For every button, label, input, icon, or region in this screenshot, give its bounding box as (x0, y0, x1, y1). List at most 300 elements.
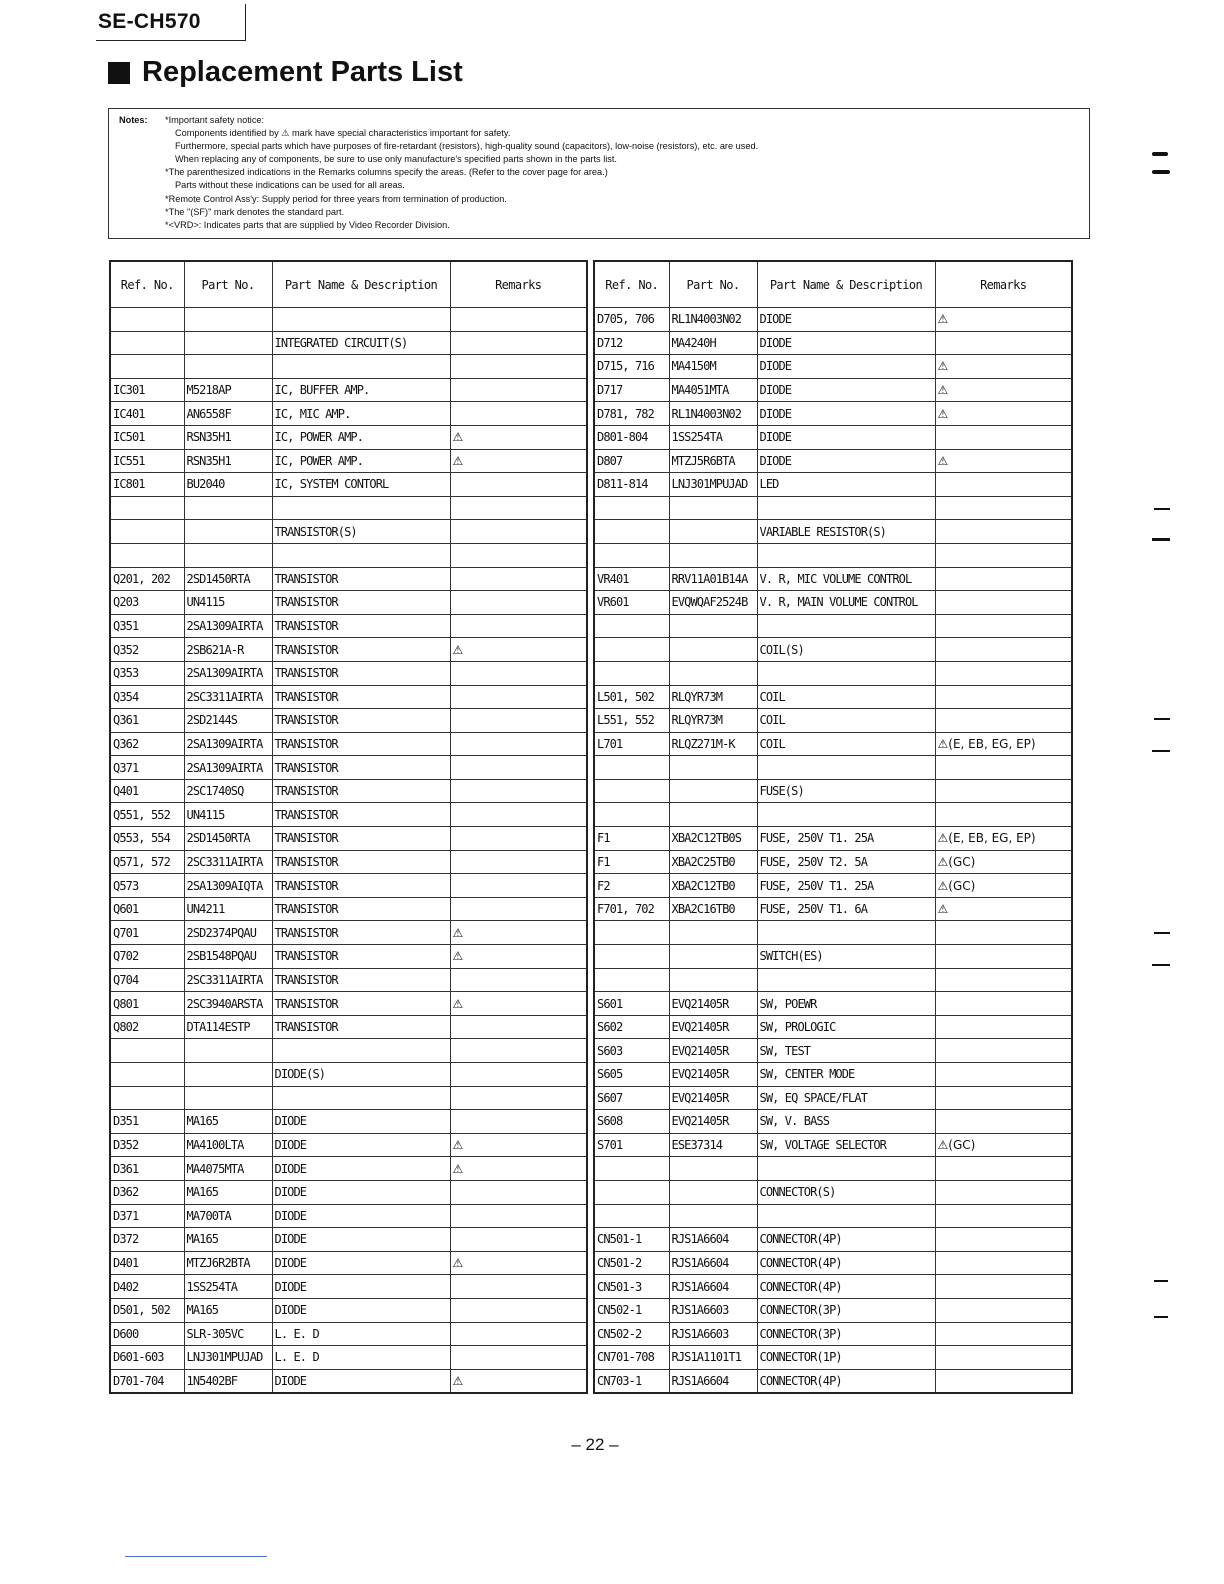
ref-no-cell: S607 (594, 1086, 669, 1110)
table-row (594, 591, 1072, 615)
table-row (594, 331, 1072, 355)
note-line: *Important safety notice: (165, 115, 265, 125)
part-no-cell (669, 756, 757, 780)
description-cell (757, 756, 935, 780)
part-no-cell: RJS1A6603 (669, 1298, 757, 1322)
table-row (594, 1228, 1072, 1252)
registration-mark (1152, 170, 1170, 174)
ref-no-cell: CN703-1 (594, 1369, 669, 1393)
table-row (594, 1015, 1072, 1039)
description-cell (757, 496, 935, 520)
part-no-cell (669, 638, 757, 662)
part-no-cell (669, 968, 757, 992)
part-no-cell: XBA2C25TB0 (669, 850, 757, 874)
part-no-cell: 2SD1450RTA (184, 827, 272, 851)
part-no-cell (669, 496, 757, 520)
ref-no-cell: L501, 502 (594, 685, 669, 709)
square-bullet-icon (108, 62, 130, 84)
registration-mark (1154, 1316, 1168, 1318)
table-row (594, 874, 1072, 898)
part-no-cell: M5218AP (184, 378, 272, 402)
ref-no-cell (594, 1157, 669, 1181)
table-row (594, 968, 1072, 992)
table-row (110, 402, 587, 426)
table-row (594, 543, 1072, 567)
part-no-cell (184, 1086, 272, 1110)
description-cell: CONNECTOR(1P) (757, 1346, 935, 1370)
part-no-cell: 2SC3311AIRTA (184, 850, 272, 874)
remarks-cell (935, 685, 1072, 709)
ref-no-cell: D601-603 (110, 1346, 184, 1370)
remarks-cell (935, 496, 1072, 520)
table-row (110, 1110, 587, 1134)
remarks-cell (450, 968, 587, 992)
part-no-cell: 1SS254TA (184, 1275, 272, 1299)
model-divider (245, 4, 246, 41)
ref-no-cell (110, 331, 184, 355)
description-cell: TRANSISTOR (272, 567, 450, 591)
remarks-cell (450, 1346, 587, 1370)
registration-mark (1152, 152, 1168, 156)
remarks-cell: ⚠ (450, 945, 587, 969)
remarks-cell: ⚠ (450, 921, 587, 945)
description-cell (757, 1204, 935, 1228)
ref-no-cell: D811-814 (594, 473, 669, 497)
part-no-cell: BU2040 (184, 473, 272, 497)
ref-no-cell (110, 520, 184, 544)
description-cell: DIODE (272, 1204, 450, 1228)
part-no-cell: RLQYR73M (669, 685, 757, 709)
description-cell: DIODE (757, 355, 935, 379)
remarks-cell (935, 543, 1072, 567)
ref-no-cell: Q551, 552 (110, 803, 184, 827)
description-cell: TRANSISTOR (272, 968, 450, 992)
table-row (110, 1086, 587, 1110)
table-row (594, 1346, 1072, 1370)
description-cell: TRANSISTOR(S) (272, 520, 450, 544)
description-cell: DIODE (272, 1298, 450, 1322)
ref-no-cell: F701, 702 (594, 897, 669, 921)
remarks-cell: ⚠(GC) (935, 874, 1072, 898)
table-row (594, 803, 1072, 827)
ref-no-cell: D807 (594, 449, 669, 473)
ref-no-cell: Q801 (110, 992, 184, 1016)
remarks-cell: ⚠(GC) (935, 1133, 1072, 1157)
remarks-cell (450, 473, 587, 497)
ref-no-cell: D712 (594, 331, 669, 355)
table-row (110, 685, 587, 709)
part-no-cell: EVQ21405R (669, 1086, 757, 1110)
table-row (594, 850, 1072, 874)
ref-no-cell: S605 (594, 1063, 669, 1087)
remarks-cell (935, 1204, 1072, 1228)
part-no-cell: MTZJ5R6BTA (669, 449, 757, 473)
part-no-cell: EVQ21405R (669, 992, 757, 1016)
remarks-cell (450, 685, 587, 709)
part-no-cell: LNJ301MPUJAD (669, 473, 757, 497)
part-no-cell: UN4115 (184, 591, 272, 615)
description-cell: TRANSISTOR (272, 661, 450, 685)
remarks-cell (450, 567, 587, 591)
remarks-cell (935, 968, 1072, 992)
description-cell: DIODE (757, 402, 935, 426)
table-row (110, 496, 587, 520)
part-no-cell (669, 520, 757, 544)
description-cell (272, 308, 450, 332)
description-cell: COIL (757, 685, 935, 709)
remarks-cell: ⚠(GC) (935, 850, 1072, 874)
description-cell: FUSE, 250V T1. 25A (757, 827, 935, 851)
table-row (594, 897, 1072, 921)
part-no-cell (669, 803, 757, 827)
table-row (110, 1039, 587, 1063)
table-row (594, 1063, 1072, 1087)
ref-no-cell: Q362 (110, 732, 184, 756)
ref-no-cell: CN501-3 (594, 1275, 669, 1299)
remarks-cell (450, 378, 587, 402)
description-cell: SW, TEST (757, 1039, 935, 1063)
part-no-cell: MA165 (184, 1180, 272, 1204)
registration-mark (1154, 1280, 1168, 1282)
remarks-cell (450, 732, 587, 756)
col-header-remarks: Remarks (935, 261, 1072, 308)
ref-no-cell: D600 (110, 1322, 184, 1346)
description-cell: TRANSISTOR (272, 709, 450, 733)
ref-no-cell: D717 (594, 378, 669, 402)
part-no-cell: RJS1A6604 (669, 1369, 757, 1393)
part-no-cell (669, 945, 757, 969)
remarks-cell: ⚠ (450, 449, 587, 473)
col-header-ref: Ref. No. (110, 261, 184, 308)
table-row (110, 1251, 587, 1275)
description-cell: TRANSISTOR (272, 732, 450, 756)
ref-no-cell: D715, 716 (594, 355, 669, 379)
part-no-cell (184, 331, 272, 355)
ref-no-cell (594, 638, 669, 662)
remarks-cell (450, 827, 587, 851)
description-cell: TRANSISTOR (272, 1015, 450, 1039)
table-row (594, 638, 1072, 662)
table-row (110, 1346, 587, 1370)
remarks-cell (935, 803, 1072, 827)
ref-no-cell: F2 (594, 874, 669, 898)
ref-no-cell: S601 (594, 992, 669, 1016)
part-no-cell (669, 661, 757, 685)
remarks-cell (935, 1322, 1072, 1346)
description-cell: TRANSISTOR (272, 827, 450, 851)
ref-no-cell: S701 (594, 1133, 669, 1157)
table-row (594, 1275, 1072, 1299)
table-row (110, 732, 587, 756)
remarks-cell (450, 331, 587, 355)
description-cell (272, 496, 450, 520)
description-cell (757, 803, 935, 827)
remarks-cell (935, 1086, 1072, 1110)
description-cell: TRANSISTOR (272, 945, 450, 969)
ref-no-cell: S603 (594, 1039, 669, 1063)
description-cell: DIODE (272, 1275, 450, 1299)
ref-no-cell (594, 543, 669, 567)
part-no-cell: 2SA1309AIRTA (184, 661, 272, 685)
remarks-cell: ⚠ (450, 1157, 587, 1181)
footer-rule (125, 1556, 267, 1557)
table-row (594, 661, 1072, 685)
description-cell: FUSE, 250V T1. 6A (757, 897, 935, 921)
ref-no-cell (594, 1180, 669, 1204)
part-no-cell (669, 543, 757, 567)
part-no-cell: 1N5402BF (184, 1369, 272, 1393)
table-row (594, 732, 1072, 756)
ref-no-cell: S608 (594, 1110, 669, 1134)
description-cell: DIODE (272, 1157, 450, 1181)
part-no-cell: 2SB1548PQAU (184, 945, 272, 969)
description-cell (272, 1039, 450, 1063)
part-no-cell: XBA2C12TB0 (669, 874, 757, 898)
part-no-cell: 2SA1309AIRTA (184, 614, 272, 638)
table-row (594, 1251, 1072, 1275)
table-row (110, 1133, 587, 1157)
remarks-cell (450, 1180, 587, 1204)
ref-no-cell: Q401 (110, 779, 184, 803)
description-cell: DIODE (272, 1228, 450, 1252)
remarks-cell (935, 1228, 1072, 1252)
description-cell: DIODE (757, 449, 935, 473)
description-cell: TRANSISTOR (272, 591, 450, 615)
description-cell: SW, POEWR (757, 992, 935, 1016)
ref-no-cell (594, 803, 669, 827)
ref-no-cell: IC301 (110, 378, 184, 402)
ref-no-cell: CN502-2 (594, 1322, 669, 1346)
description-cell: LED (757, 473, 935, 497)
remarks-cell (450, 308, 587, 332)
ref-no-cell (594, 945, 669, 969)
part-no-cell (669, 921, 757, 945)
note-line: *The parenthesized indications in the Remarks columns specify the areas. (Refer to the cover page for area.) (165, 167, 608, 178)
description-cell: COIL (757, 732, 935, 756)
registration-mark (1154, 932, 1170, 934)
ref-no-cell (110, 1039, 184, 1063)
remarks-cell (935, 1015, 1072, 1039)
ref-no-cell: Q201, 202 (110, 567, 184, 591)
table-row (594, 1110, 1072, 1134)
remarks-cell (450, 897, 587, 921)
remarks-cell: ⚠ (450, 1133, 587, 1157)
note-line: Furthermore, special parts which have purposes of fire-retardant (resistors), high-quality sound (capacitors), low-noise (resistors), etc. are used. (175, 141, 759, 152)
description-cell: CONNECTOR(3P) (757, 1322, 935, 1346)
remarks-cell: ⚠ (935, 355, 1072, 379)
remarks-cell (935, 921, 1072, 945)
description-cell: DIODE (757, 378, 935, 402)
table-row (594, 685, 1072, 709)
remarks-cell (450, 709, 587, 733)
table-row (110, 614, 587, 638)
part-no-cell: MA4240H (669, 331, 757, 355)
part-no-cell (669, 1180, 757, 1204)
description-cell: L. E. D (272, 1322, 450, 1346)
ref-no-cell (594, 1204, 669, 1228)
description-cell (272, 1086, 450, 1110)
notes-box (108, 108, 1090, 239)
remarks-cell (450, 614, 587, 638)
part-no-cell: RJS1A6603 (669, 1322, 757, 1346)
table-row (110, 1204, 587, 1228)
remarks-cell (935, 473, 1072, 497)
remarks-cell (935, 661, 1072, 685)
part-no-cell: MA4150M (669, 355, 757, 379)
note-line: Components identified by ⚠ mark have special characteristics important for safety. (175, 128, 511, 139)
ref-no-cell: D781, 782 (594, 402, 669, 426)
table-row (110, 1063, 587, 1087)
remarks-cell (935, 1039, 1072, 1063)
table-row (110, 567, 587, 591)
remarks-cell (450, 803, 587, 827)
remarks-cell (935, 756, 1072, 780)
table-row (594, 308, 1072, 332)
description-cell: SW, EQ SPACE/FLAT (757, 1086, 935, 1110)
ref-no-cell: D352 (110, 1133, 184, 1157)
remarks-cell: ⚠ (450, 638, 587, 662)
table-row (594, 827, 1072, 851)
ref-no-cell: IC801 (110, 473, 184, 497)
ref-no-cell (110, 1063, 184, 1087)
registration-mark (1152, 750, 1170, 752)
table-row (110, 331, 587, 355)
remarks-cell (450, 874, 587, 898)
part-no-cell: MA4075MTA (184, 1157, 272, 1181)
ref-no-cell: D351 (110, 1110, 184, 1134)
table-row (110, 709, 587, 733)
part-no-cell: RSN35H1 (184, 425, 272, 449)
part-no-cell: MTZJ6R2BTA (184, 1251, 272, 1275)
description-cell: COIL(S) (757, 638, 935, 662)
remarks-cell: ⚠ (450, 1369, 587, 1393)
remarks-cell: ⚠(E, EB, EG, EP) (935, 732, 1072, 756)
table-row (594, 614, 1072, 638)
part-no-cell (669, 1157, 757, 1181)
table-row (594, 1086, 1072, 1110)
ref-no-cell: Q601 (110, 897, 184, 921)
ref-no-cell: D361 (110, 1157, 184, 1181)
registration-mark (1154, 508, 1170, 510)
description-cell: FUSE(S) (757, 779, 935, 803)
ref-no-cell: IC401 (110, 402, 184, 426)
part-no-cell: 2SA1309AIRTA (184, 756, 272, 780)
table-row (110, 308, 587, 332)
description-cell: TRANSISTOR (272, 850, 450, 874)
remarks-cell (935, 1346, 1072, 1370)
ref-no-cell: Q571, 572 (110, 850, 184, 874)
ref-no-cell: CN701-708 (594, 1346, 669, 1370)
part-no-cell: AN6558F (184, 402, 272, 426)
col-header-remarks: Remarks (450, 261, 587, 308)
ref-no-cell (594, 968, 669, 992)
table-row (594, 921, 1072, 945)
remarks-cell (935, 992, 1072, 1016)
ref-no-cell (110, 1086, 184, 1110)
remarks-cell: ⚠(E, EB, EG, EP) (935, 827, 1072, 851)
part-no-cell: RJS1A6604 (669, 1228, 757, 1252)
table-row (110, 827, 587, 851)
description-cell: TRANSISTOR (272, 874, 450, 898)
ref-no-cell: L701 (594, 732, 669, 756)
ref-no-cell (110, 308, 184, 332)
table-row (594, 473, 1072, 497)
table-row (594, 425, 1072, 449)
ref-no-cell (594, 921, 669, 945)
table-row (110, 897, 587, 921)
part-no-cell: 2SC3311AIRTA (184, 685, 272, 709)
ref-no-cell: IC501 (110, 425, 184, 449)
ref-no-cell: D701-704 (110, 1369, 184, 1393)
description-cell: VARIABLE RESISTOR(S) (757, 520, 935, 544)
part-no-cell (669, 779, 757, 803)
table-row (110, 1275, 587, 1299)
part-no-cell (184, 308, 272, 332)
section-heading (108, 56, 463, 89)
table-row (110, 378, 587, 402)
table-row (110, 850, 587, 874)
note-line: *Remote Control Ass'y: Supply period for three years from termination of production. (165, 193, 507, 204)
remarks-cell (935, 591, 1072, 615)
remarks-cell (450, 543, 587, 567)
parts-table-right (593, 260, 1073, 1394)
remarks-cell (935, 567, 1072, 591)
ref-no-cell: Q704 (110, 968, 184, 992)
table-row (594, 520, 1072, 544)
remarks-cell: ⚠ (935, 449, 1072, 473)
description-cell (757, 661, 935, 685)
model-underline (96, 40, 246, 41)
remarks-cell (935, 638, 1072, 662)
part-no-cell: LNJ301MPUJAD (184, 1346, 272, 1370)
remarks-cell (450, 850, 587, 874)
table-row (110, 874, 587, 898)
description-cell: SWITCH(ES) (757, 945, 935, 969)
remarks-cell (935, 614, 1072, 638)
remarks-cell (935, 709, 1072, 733)
part-no-cell (669, 614, 757, 638)
remarks-cell (935, 331, 1072, 355)
part-no-cell: 2SD2144S (184, 709, 272, 733)
ref-no-cell: D372 (110, 1228, 184, 1252)
ref-no-cell: F1 (594, 827, 669, 851)
part-no-cell: 2SD2374PQAU (184, 921, 272, 945)
part-no-cell: MA165 (184, 1298, 272, 1322)
registration-mark (1154, 718, 1170, 720)
ref-no-cell: D705, 706 (594, 308, 669, 332)
description-cell: TRANSISTOR (272, 756, 450, 780)
description-cell: TRANSISTOR (272, 779, 450, 803)
note-line: When replacing any of components, be sure to use only manufacture's specified parts shown in the parts list. (175, 154, 617, 165)
part-no-cell: 2SD1450RTA (184, 567, 272, 591)
table-row (594, 1157, 1072, 1181)
description-cell: DIODE(S) (272, 1063, 450, 1087)
ref-no-cell: Q553, 554 (110, 827, 184, 851)
part-no-cell: RL1N4003N02 (669, 308, 757, 332)
part-no-cell: UN4115 (184, 803, 272, 827)
ref-no-cell: D371 (110, 1204, 184, 1228)
part-no-cell: MA165 (184, 1110, 272, 1134)
ref-no-cell: D501, 502 (110, 1298, 184, 1322)
table-row (110, 591, 587, 615)
ref-no-cell: Q802 (110, 1015, 184, 1039)
note-line: *The "(SF)" mark denotes the standard part. (165, 206, 345, 217)
table-row (110, 945, 587, 969)
part-no-cell (184, 1063, 272, 1087)
table-row (110, 756, 587, 780)
ref-no-cell: D401 (110, 1251, 184, 1275)
remarks-cell: ⚠ (935, 308, 1072, 332)
